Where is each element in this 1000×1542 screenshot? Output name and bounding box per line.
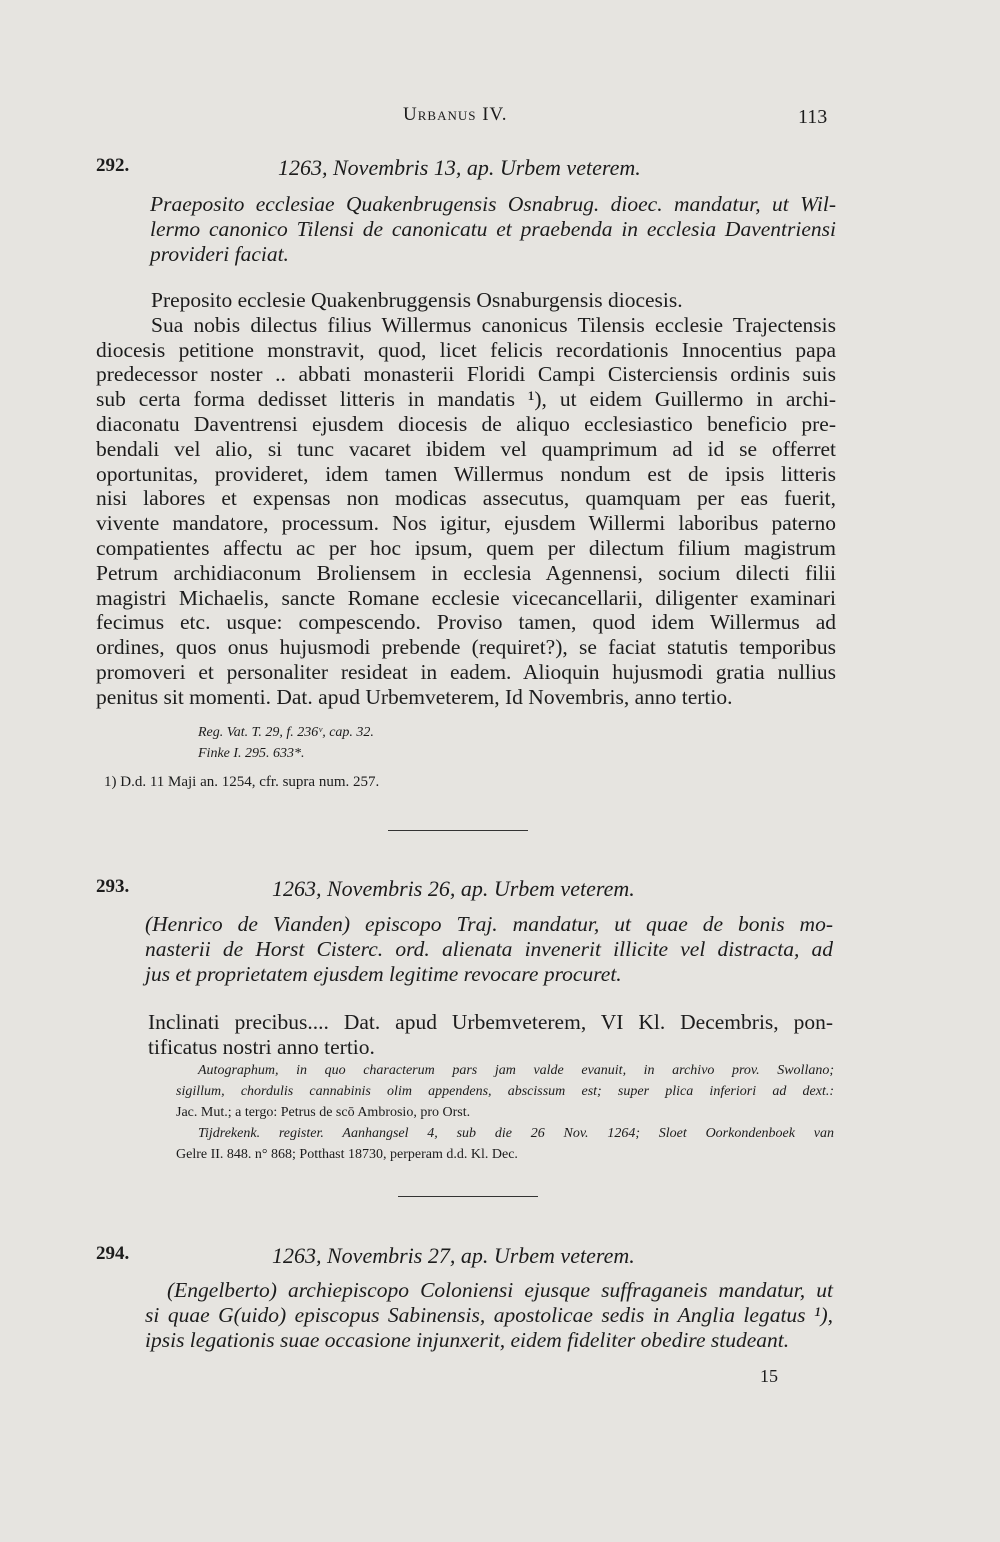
entry-text <box>96 1010 833 1060</box>
text-line: Inclinati precibus.... Dat. apud Urbemveterem, VI Kl. Decembris, pon- <box>148 1010 833 1034</box>
text-line: predecessor noster .. abbati monasterii Floridi Campi Cisterciensis ordinis suis <box>96 362 836 387</box>
summary-line: (Henrico de Vianden) episcopo Traj. mandatur, ut quae de bonis mo- <box>145 912 833 936</box>
summary-line: lermo canonico Tilensi de canonicatu et praebenda in ecclesia Daventriensi <box>150 216 836 241</box>
entry-number: 292. <box>96 155 130 176</box>
source-citations <box>198 722 374 764</box>
entry-summary <box>150 192 836 266</box>
text-line: fecimus etc. usque: compescendo. Proviso tamen, quod idem Willermus ad <box>96 610 836 635</box>
text-line: sub certa forma dedisset litteris in mandatis ¹), ut eidem Guillermo in archi- <box>96 387 836 412</box>
text-line: penitus sit momenti. Dat. apud Urbemveterem, Id Novembris, anno tertio. <box>96 684 733 709</box>
entry-summary <box>145 1278 833 1352</box>
text-line: ordines, quos onus hujusmodi prebende (requiret?), se faciat statutis temporibus <box>96 635 836 660</box>
source-line: Gelre II. 848. n° 868; Potthast 18730, perperam d.d. Kl. Dec. <box>176 1147 518 1162</box>
entry-number: 293. <box>96 876 130 897</box>
source-citations <box>176 1060 834 1165</box>
address-line: Preposito ecclesie Quakenbruggensis Osnaburgensis diocesis. <box>151 288 683 312</box>
signature-mark: 15 <box>760 1366 778 1386</box>
summary-line: (Engelberto) archiepiscopo Coloniensi ejusque suffraganeis mandatur, ut <box>167 1278 833 1302</box>
text-line: nisi labores et expensas non modicas assecutus, quamquam per eas fuerit, <box>96 486 836 511</box>
text-line: tificatus nostri anno tertio. <box>148 1034 375 1059</box>
text-line: magistri Michaelis, sancte Romane ecclesie vicecancellarii, diligenter examinari <box>96 585 836 610</box>
text-line: Petrum archidiaconum Broliensem in ecclesia Agennensi, socium dilecti filii <box>96 560 836 585</box>
entry-summary <box>145 912 833 986</box>
entry-date: 1263, Novembris 13, ap. Urbem veterem. <box>278 155 641 180</box>
source-line: sigillum, chordulis cannabinis olim appendens, abscissum est; super plica inferiori ad dext.: <box>176 1084 834 1099</box>
text-line: compatientes affectu ac per hoc ipsum, quem per dilectum filium magistrum <box>96 535 836 560</box>
source-line: Jac. Mut.; a tergo: Petrus de scō Ambrosio, pro Orst. <box>176 1105 471 1120</box>
entry-date: 1263, Novembris 27, ap. Urbem veterem. <box>272 1243 635 1268</box>
summary-line: jus et proprietatem ejusdem legitime revocare procuret. <box>145 961 622 986</box>
summary-line: Praeposito ecclesiae Quakenbrugensis Osnabrug. dioec. mandatur, ut Wil- <box>150 192 836 216</box>
source-line: Tijdrekenk. register. Aanhangsel 4, sub die 26 Nov. 1264; Sloet Oorkondenboek van <box>198 1126 834 1141</box>
entry-date: 1263, Novembris 26, ap. Urbem veterem. <box>272 876 635 901</box>
source-line: Autographum, in quo characterum pars jam valde evanuit, in archivo prov. Swollano; <box>198 1063 834 1078</box>
summary-line: ipsis legationis suae occasione injunxerit, eidem fideliter obedire studeant. <box>145 1327 790 1352</box>
running-title: Urbanus IV. <box>403 104 508 125</box>
text-line: Sua nobis dilectus filius Willermus canonicus Tilensis ecclesie Trajectensis <box>151 312 836 337</box>
text-line: diocesis petitione monstravit, quod, licet felicis recordationis Innocentius papa <box>96 337 836 362</box>
section-divider <box>388 830 528 831</box>
text-line: vivente mandatore, processum. Nos igitur, ejusdem Willermi laboribus paterno <box>96 511 836 536</box>
summary-line: si quae G(uido) episcopus Sabinensis, apostolicae sedis in Anglia legatus ¹), <box>145 1302 833 1327</box>
page-number: 113 <box>798 106 828 128</box>
entry-text <box>96 288 836 710</box>
source-line: Finke I. 295. 633*. <box>198 746 305 761</box>
text-line: promoveri et personaliter resideat in eadem. Alioquin hujusmodi gratia nullius <box>96 659 836 684</box>
section-divider <box>398 1196 538 1197</box>
text-line: bendali vel alio, si tunc vacaret ibidem vel quamprimum ad id se offerret <box>96 436 836 461</box>
summary-line: provideri faciat. <box>150 241 289 266</box>
text-line: oportunitas, provideret, idem tamen Willermus nondum est de ipsis litteris <box>96 461 836 486</box>
text-line: diaconatu Daventrensi ejusdem diocesis de aliquo ecclesiastico beneficio pre- <box>96 411 836 436</box>
summary-line: nasterii de Horst Cisterc. ord. alienata invenerit illicite vel distracta, ad <box>145 936 833 961</box>
footnote: 1) D.d. 11 Maji an. 1254, cfr. supra num. 257. <box>104 774 380 790</box>
source-line: Reg. Vat. T. 29, f. 236ᵛ, cap. 32. <box>198 725 374 740</box>
entry-number: 294. <box>96 1243 130 1264</box>
